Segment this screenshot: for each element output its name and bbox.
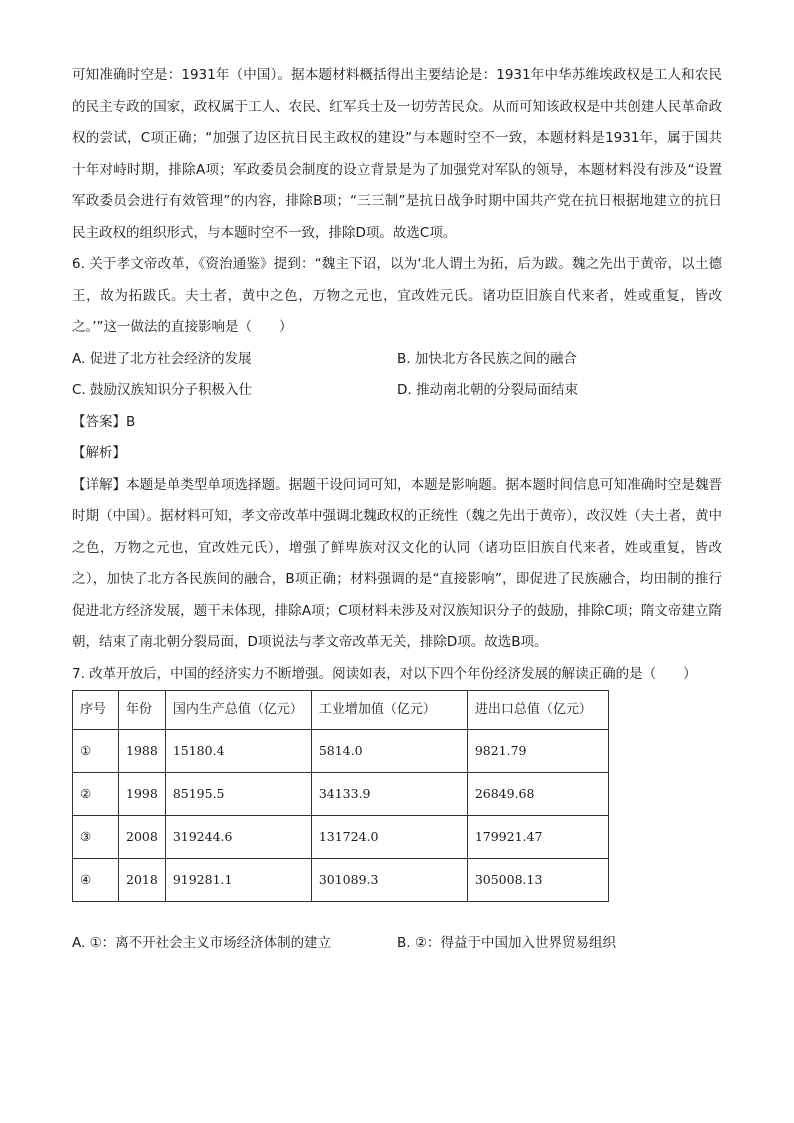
analysis-label: 【解析】: [72, 445, 126, 461]
cell-year: 1988: [119, 730, 166, 773]
header-year: 年份: [119, 691, 166, 730]
header-index: 序号: [73, 691, 119, 730]
cell-trade: 9821.79: [467, 730, 608, 773]
cell-gdp: 919281.1: [165, 859, 311, 902]
question-6-stem: 6. 关于孝文帝改革，《资治通鉴》提到：“魏主下诏，以为‘北人谓土为拓，后为跋。魏之先出于黄帝，以土德王，故为拓跋氏。夫土者，黄中之色，万物之元也，宜改姓元氏。诸功臣旧族自代来者，姓或重复，皆改之。’”这一做法的直接影响是（ ）: [72, 256, 722, 335]
cell-gdp: 319244.6: [165, 816, 311, 859]
cell-index: ④: [73, 859, 119, 902]
cell-index: ②: [73, 773, 119, 816]
table-row: [73, 859, 609, 902]
table-row: [73, 816, 609, 859]
cell-industry: 131724.0: [311, 816, 467, 859]
question-7-stem: 7. 改革开放后，中国的经济实力不断增强。阅读如表，对以下四个年份经济发展的解读正确的是（ ）: [72, 665, 697, 682]
question-6-option-d[interactable]: D. 推动南北朝的分裂局面结束: [397, 382, 578, 398]
cell-index: ③: [73, 816, 119, 859]
question-6-options-row-1: [72, 344, 722, 376]
cell-trade: 305008.13: [467, 859, 608, 902]
question-7-options-row-1: [72, 928, 722, 960]
header-gdp: 国内生产总值（亿元）: [165, 691, 311, 730]
table-header-row: [73, 691, 609, 730]
question-6-option-b[interactable]: B. 加快北方各民族之间的融合: [397, 350, 577, 367]
spacer: [72, 902, 722, 928]
cell-industry: 301089.3: [311, 859, 467, 902]
economy-table: [72, 690, 609, 902]
table-row: [73, 773, 609, 816]
question-6-option-a[interactable]: A. 促进了北方社会经济的发展: [72, 350, 252, 367]
question-6-options-row-2: [72, 375, 722, 407]
previous-analysis-text: 可知准确时空是：1931年（中国）。据本题材料概括得出主要结论是：1931年中华苏维埃政权是工人和农民的民主专政的国家，政权属于工人、农民、红军兵士及一切劳苦民众。从而可知该政权是中共创建人民革命政权的尝试，C项正确；“加强了边区抗日民主政权的建设”与本题时空不一致，本题材料是1931年，属于国共十年对峙时期，排除A项；军政委员会制度的设立背景是为了加强党对军队的领导，本题材料没有涉及“设置军政委员会进行有效管理”的内容，排除B项；“三三制”是抗日战争时期中国共产党在抗日根据地建立的抗日民主政权的组织形式，与本题时空不一致，排除D项。故选C项。: [72, 67, 722, 241]
cell-trade: 179921.47: [467, 816, 608, 859]
cell-trade: 26849.68: [467, 773, 608, 816]
header-industry: 工业增加值（亿元）: [311, 691, 467, 730]
question-6-option-c[interactable]: C. 鼓励汉族知识分子积极入仕: [72, 382, 253, 398]
cell-gdp: 85195.5: [165, 773, 311, 816]
cell-industry: 34133.9: [311, 773, 467, 816]
question-7-option-b[interactable]: B. ②：得益于中国加入世界贸易组织: [397, 935, 616, 951]
cell-year: 2018: [119, 859, 166, 902]
question-7-option-a[interactable]: A. ①：离不开社会主义市场经济体制的建立: [72, 935, 332, 951]
table-row: [73, 730, 609, 773]
header-trade: 进出口总值（亿元）: [467, 691, 608, 730]
cell-year: 1998: [119, 773, 166, 816]
cell-year: 2008: [119, 816, 166, 859]
cell-gdp: 15180.4: [165, 730, 311, 773]
cell-industry: 5814.0: [311, 730, 467, 773]
cell-index: ①: [73, 730, 119, 773]
question-6-detail: 【详解】本题是单类型单项选择题。据题干设问词可知，本题是影响题。据本题时间信息可知准确时空是魏晋时期（中国）。据材料可知，孝文帝改革中强调北魏政权的正统性（魏之先出于黄帝），改汉姓（夫土者，黄中之色，万物之元也，宜改姓元氏），增强了鲜卑族对汉文化的认同（诸功臣旧族自代来者，姓或重复，皆改之），加快了北方各民族间的融合，B项正确；材料强调的是“直接影响”，即促进了民族融合，均田制的推行促进北方经济发展，题干未体现，排除A项；C项材料未涉及对汉族知识分子的鼓励，排除C项；隋文帝建立隋朝，结束了南北朝分裂局面，D项说法与孝文帝改革无关，排除D项。故选B项。: [72, 476, 722, 650]
answer-label: 【答案】B: [72, 413, 136, 430]
document-page: [72, 60, 722, 960]
